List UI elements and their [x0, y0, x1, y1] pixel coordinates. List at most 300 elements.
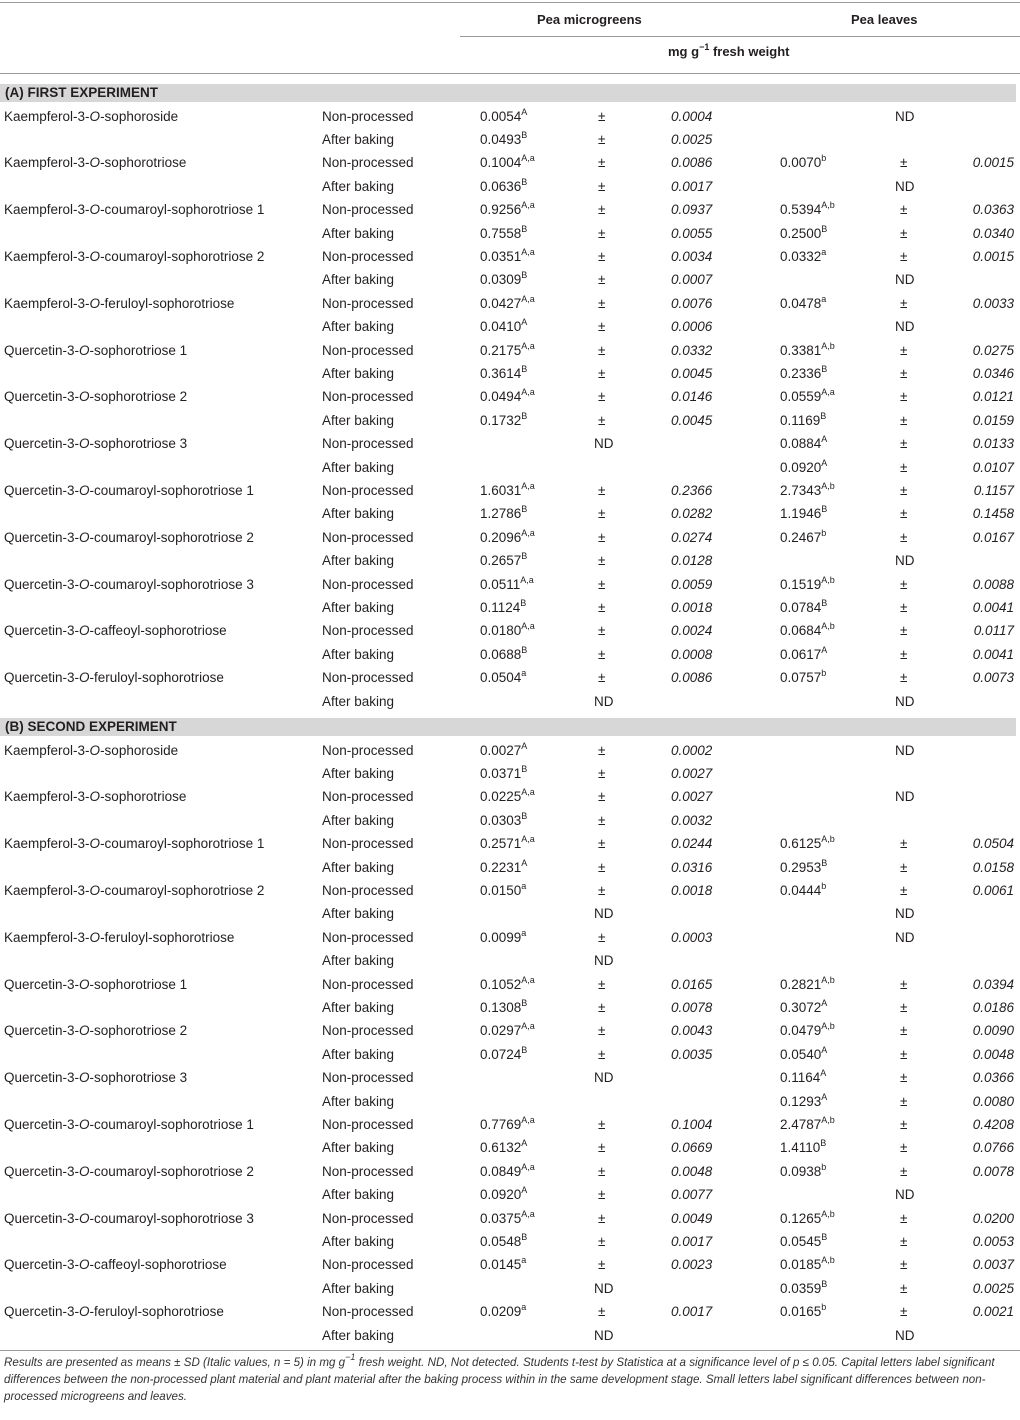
processing-label: After baking — [322, 1093, 395, 1109]
processing-label: Non-processed — [322, 436, 414, 452]
leaves-sd: 0.0080 — [972, 1093, 1014, 1109]
microgreens-significance: A — [521, 857, 528, 868]
leaves-plus-minus: ± — [900, 225, 908, 241]
processing-label: Non-processed — [322, 670, 414, 686]
microgreens-mean-value: 0.1308 — [480, 999, 522, 1015]
microgreens-sd: 0.0007 — [671, 272, 713, 288]
leaves-not-detected: ND — [895, 929, 915, 945]
microgreens-plus-minus: ± — [598, 295, 606, 311]
microgreens-mean — [480, 1136, 527, 1159]
microgreens-mean-value: 0.1124 — [480, 599, 521, 615]
compound-name-o: O — [89, 789, 101, 805]
compound-name-o: O — [89, 882, 101, 898]
leaves-mean-value: 0.0784 — [780, 599, 822, 615]
leaves-significance: B — [821, 363, 828, 374]
compound-name-o: O — [79, 576, 90, 592]
compound-name — [4, 526, 254, 549]
leaves-sd: 0.0159 — [972, 412, 1014, 428]
compound-name-suffix: -sophorotriose 1 — [89, 342, 188, 358]
leaves-sd: 0.4208 — [972, 1116, 1014, 1132]
microgreens-significance: B — [521, 223, 528, 234]
leaves-not-detected: ND — [895, 553, 915, 569]
leaves-mean-value: 0.2500 — [780, 225, 822, 241]
table-row — [0, 268, 1020, 291]
leaves-mean-value: 0.0359 — [780, 1280, 822, 1296]
leaves-sd: 0.0366 — [972, 1070, 1014, 1086]
processing-label: After baking — [322, 1187, 395, 1203]
compound-name-prefix: Quercetin-3- — [4, 670, 80, 686]
compound-name-suffix: -coumaroyl-sophorotriose 1 — [89, 1116, 254, 1132]
leaves-mean — [780, 1066, 826, 1089]
leaves-sd: 0.0107 — [972, 459, 1014, 475]
leaves-mean-value: 0.6125 — [780, 836, 822, 852]
compound-name-suffix: -feruloyl-sophorotriose — [100, 929, 235, 945]
microgreens-sd: 0.0059 — [671, 576, 713, 592]
processing-label: Non-processed — [322, 976, 414, 992]
leaves-mean-value: 0.0559 — [780, 389, 822, 405]
leaves-sd: 0.1458 — [972, 506, 1014, 522]
compound-name-prefix: Kaempferol-3- — [4, 248, 90, 264]
table-row — [0, 502, 1020, 525]
compound-name-prefix: Quercetin-3- — [4, 482, 80, 498]
microgreens-mean — [480, 643, 527, 666]
table-row — [0, 1019, 1020, 1042]
microgreens-plus-minus: ± — [598, 248, 606, 264]
microgreens-plus-minus: ± — [598, 1023, 606, 1039]
compound-name-prefix: Kaempferol-3- — [4, 789, 90, 805]
microgreens-not-detected: ND — [594, 1070, 614, 1086]
leaves-mean — [780, 879, 826, 902]
compound-name-suffix: -sophoroside — [100, 742, 179, 758]
microgreens-significance: A,a — [521, 1208, 535, 1219]
processing-label: Non-processed — [322, 295, 414, 311]
microgreens-significance: a — [521, 927, 527, 938]
compound-name-o: O — [89, 248, 101, 264]
microgreens-sd: 0.0017 — [671, 1233, 713, 1249]
microgreens-sd: 0.0006 — [671, 319, 713, 335]
leaves-plus-minus: ± — [900, 999, 908, 1015]
leaves-mean — [780, 409, 826, 432]
microgreens-plus-minus: ± — [598, 342, 606, 358]
leaves-mean-value: 0.0165 — [780, 1304, 822, 1320]
microgreens-plus-minus: ± — [598, 623, 606, 639]
processing-label: Non-processed — [322, 1210, 414, 1226]
compound-name-o: O — [79, 623, 90, 639]
microgreens-mean — [480, 151, 535, 174]
microgreens-plus-minus: ± — [598, 765, 606, 781]
leaves-significance: A — [821, 457, 828, 468]
microgreens-plus-minus: ± — [598, 1187, 606, 1203]
processing-label: After baking — [322, 506, 395, 522]
microgreens-mean-value: 0.0303 — [480, 812, 522, 828]
microgreens-plus-minus: ± — [598, 929, 606, 945]
table-row — [0, 128, 1020, 151]
leaves-plus-minus: ± — [900, 1116, 908, 1132]
compound-name — [4, 385, 187, 408]
microgreens-mean — [480, 785, 535, 808]
microgreens-plus-minus: ± — [598, 1046, 606, 1062]
microgreens-significance: A,a — [521, 153, 535, 164]
leaves-mean — [780, 1207, 835, 1230]
leaves-significance: B — [821, 504, 828, 515]
processing-label: After baking — [322, 765, 395, 781]
leaves-sd: 0.0090 — [972, 1023, 1014, 1039]
leaves-sd: 0.0033 — [972, 295, 1014, 311]
microgreens-significance: B — [521, 997, 528, 1008]
compound-name-prefix: Quercetin-3- — [4, 976, 80, 992]
compound-name-prefix: Quercetin-3- — [4, 529, 80, 545]
leaves-sd: 0.0048 — [972, 1046, 1014, 1062]
leaves-significance: A,b — [821, 834, 835, 845]
processing-label: After baking — [322, 859, 395, 875]
leaves-sd: 0.0053 — [972, 1233, 1014, 1249]
microgreens-sd: 0.0055 — [671, 225, 713, 241]
leaves-plus-minus: ± — [900, 529, 908, 545]
compound-name-prefix: Quercetin-3- — [4, 1070, 80, 1086]
leaves-plus-minus: ± — [900, 248, 908, 264]
microgreens-mean — [480, 1019, 535, 1042]
leaves-significance: A,b — [821, 1208, 835, 1219]
table-row — [0, 856, 1020, 879]
leaves-sd: 0.0121 — [972, 389, 1014, 405]
processing-label: After baking — [322, 131, 395, 147]
microgreens-mean-value: 1.6031 — [480, 482, 522, 498]
table-row — [0, 973, 1020, 996]
leaves-plus-minus: ± — [900, 202, 908, 218]
microgreens-plus-minus: ± — [598, 1210, 606, 1226]
microgreens-mean — [480, 879, 526, 902]
microgreens-mean-value: 0.0548 — [480, 1233, 522, 1249]
leaves-significance: b — [821, 1302, 827, 1313]
table-top-rule — [0, 2, 1020, 3]
compound-name-suffix: -sophorotriose 3 — [89, 436, 188, 452]
microgreens-plus-minus: ± — [598, 178, 606, 194]
table-row — [0, 809, 1020, 832]
leaves-sd: 0.1157 — [973, 482, 1014, 498]
leaves-mean-value: 0.5394 — [780, 202, 822, 218]
microgreens-plus-minus: ± — [598, 599, 606, 615]
leaves-mean — [780, 1113, 835, 1136]
compound-name-o: O — [79, 1257, 90, 1273]
compound-name — [4, 245, 264, 268]
table-row — [0, 596, 1020, 619]
microgreens-not-detected: ND — [594, 1327, 614, 1343]
microgreens-significance: A — [521, 740, 528, 751]
microgreens-plus-minus: ± — [598, 412, 606, 428]
processing-label: After baking — [322, 599, 395, 615]
leaves-mean-value: 0.0070 — [780, 155, 822, 171]
leaves-sd: 0.0346 — [972, 365, 1014, 381]
leaves-significance: b — [821, 527, 827, 538]
microgreens-mean — [480, 175, 527, 198]
table-row — [0, 456, 1020, 479]
leaves-mean — [780, 502, 827, 525]
compound-name-suffix: -coumaroyl-sophorotriose 1 — [100, 836, 265, 852]
microgreens-mean-value: 0.0511 — [480, 576, 521, 592]
compound-name-prefix: Quercetin-3- — [4, 1023, 80, 1039]
leaves-mean — [780, 198, 835, 221]
compound-name — [4, 151, 186, 174]
leaves-plus-minus: ± — [900, 506, 908, 522]
compound-name — [4, 832, 264, 855]
microgreens-significance: a — [521, 880, 527, 891]
microgreens-mean — [480, 739, 527, 762]
microgreens-mean — [480, 362, 527, 385]
compound-name — [4, 1160, 254, 1183]
leaves-significance: a — [821, 293, 827, 304]
table-row — [0, 785, 1020, 808]
leaves-mean-value: 0.0478 — [780, 295, 822, 311]
compound-name-suffix: -coumaroyl-sophorotriose 2 — [100, 882, 265, 898]
leaves-significance: A — [821, 644, 828, 655]
processing-label: Non-processed — [322, 202, 414, 218]
leaves-plus-minus: ± — [900, 155, 908, 171]
leaves-mean — [780, 479, 835, 502]
microgreens-mean — [480, 1253, 526, 1276]
table-row — [0, 198, 1020, 221]
microgreens-mean-value: 0.0427 — [480, 295, 522, 311]
microgreens-mean-value: 0.7558 — [480, 225, 522, 241]
compound-name-o: O — [79, 529, 90, 545]
header-bottom-rule — [0, 73, 1020, 74]
microgreens-sd: 0.0049 — [671, 1210, 713, 1226]
leaves-mean — [780, 973, 835, 996]
microgreens-plus-minus: ± — [598, 812, 606, 828]
leaves-plus-minus: ± — [900, 1046, 908, 1062]
leaves-significance: B — [820, 410, 827, 421]
leaves-significance: A — [821, 1091, 828, 1102]
microgreens-plus-minus: ± — [598, 976, 606, 992]
microgreens-not-detected: ND — [594, 953, 614, 969]
processing-label: Non-processed — [322, 576, 414, 592]
leaves-mean — [780, 996, 827, 1019]
microgreens-significance: a — [521, 1302, 527, 1313]
compound-name-o: O — [89, 836, 101, 852]
microgreens-sd: 0.0937 — [671, 202, 713, 218]
processing-label: Non-processed — [322, 836, 414, 852]
compound-name — [4, 1300, 224, 1323]
compound-name — [4, 785, 186, 808]
leaves-plus-minus: ± — [900, 836, 908, 852]
microgreens-significance: B — [521, 1044, 528, 1055]
compound-name-suffix: -sophorotriose — [100, 155, 187, 171]
compound-name-prefix: Kaempferol-3- — [4, 108, 90, 124]
leaves-mean — [780, 1090, 827, 1113]
leaves-mean — [780, 526, 826, 549]
leaves-mean-value: 0.2467 — [780, 529, 822, 545]
leaves-mean-value: 0.0185 — [780, 1257, 822, 1273]
microgreens-mean — [480, 1160, 535, 1183]
microgreens-mean — [480, 666, 526, 689]
leaves-significance: A,b — [821, 480, 835, 491]
microgreens-mean — [480, 222, 527, 245]
leaves-mean-value: 0.1293 — [780, 1093, 822, 1109]
table-row — [0, 151, 1020, 174]
footnote-part-1: Results are presented as means ± SD (Italic values, n = 5) in mg g — [4, 1356, 346, 1369]
leaves-mean — [780, 432, 827, 455]
microgreens-mean — [480, 1043, 527, 1066]
compound-name — [4, 1019, 187, 1042]
microgreens-mean-value: 0.0371 — [480, 765, 522, 781]
table-row — [0, 666, 1020, 689]
processing-label: Non-processed — [322, 1116, 414, 1132]
microgreens-significance: A,a — [521, 787, 535, 798]
processing-label: After baking — [322, 1280, 395, 1296]
microgreens-sd: 0.0024 — [671, 623, 713, 639]
leaves-mean-value: 0.0540 — [780, 1046, 822, 1062]
microgreens-mean-value: 0.0849 — [480, 1163, 522, 1179]
compound-name-prefix: Quercetin-3- — [4, 623, 80, 639]
leaves-plus-minus: ± — [900, 976, 908, 992]
compound-name-suffix: -feruloyl-sophorotriose — [100, 295, 235, 311]
processing-label: Non-processed — [322, 389, 414, 405]
microgreens-plus-minus: ± — [598, 553, 606, 569]
leaves-sd: 0.0025 — [972, 1280, 1014, 1296]
microgreens-plus-minus: ± — [598, 789, 606, 805]
processing-label: Non-processed — [322, 789, 414, 805]
compound-name-prefix: Quercetin-3- — [4, 342, 80, 358]
leaves-sd: 0.0078 — [972, 1163, 1014, 1179]
leaves-mean-value: 0.0757 — [780, 670, 822, 686]
table-row — [0, 1207, 1020, 1230]
leaves-plus-minus: ± — [900, 365, 908, 381]
compound-name-prefix: Quercetin-3- — [4, 436, 80, 452]
microgreens-significance: A,a — [521, 621, 535, 632]
leaves-mean — [780, 643, 827, 666]
microgreens-mean — [480, 198, 535, 221]
table-row — [0, 1090, 1020, 1113]
microgreens-mean — [480, 832, 535, 855]
microgreens-sd: 0.0035 — [671, 1046, 713, 1062]
table-row — [0, 902, 1020, 925]
processing-label: Non-processed — [322, 742, 414, 758]
microgreens-sd: 0.0045 — [671, 412, 713, 428]
processing-label: After baking — [322, 693, 395, 709]
processing-label: Non-processed — [322, 342, 414, 358]
leaves-sd: 0.0088 — [972, 576, 1014, 592]
table-row — [0, 1136, 1020, 1159]
compound-name-suffix: -sophoroside — [100, 108, 179, 124]
leaves-mean-value: 0.0920 — [780, 459, 822, 475]
leaves-not-detected: ND — [895, 1187, 915, 1203]
leaves-mean-value: 0.1265 — [780, 1210, 822, 1226]
table-row — [0, 105, 1020, 128]
leaves-not-detected: ND — [895, 272, 915, 288]
section-header: (A) FIRST EXPERIMENT — [0, 84, 1016, 102]
microgreens-plus-minus: ± — [598, 576, 606, 592]
leaves-not-detected: ND — [895, 178, 915, 194]
leaves-sd: 0.0275 — [972, 342, 1014, 358]
microgreens-plus-minus: ± — [598, 882, 606, 898]
microgreens-mean-value: 0.2096 — [480, 529, 522, 545]
microgreens-mean — [480, 1183, 527, 1206]
leaves-not-detected: ND — [895, 319, 915, 335]
microgreens-mean-value: 0.2571 — [480, 836, 522, 852]
processing-label: Non-processed — [322, 882, 414, 898]
microgreens-significance: A,a — [521, 1161, 535, 1172]
microgreens-mean — [480, 245, 535, 268]
leaves-mean — [780, 245, 826, 268]
compound-name — [4, 432, 187, 455]
microgreens-significance: B — [521, 410, 528, 421]
leaves-mean — [780, 385, 835, 408]
table-row — [0, 1324, 1020, 1347]
compound-name-prefix: Quercetin-3- — [4, 1116, 80, 1132]
table-row — [0, 1300, 1020, 1323]
microgreens-mean-value: 1.2786 — [480, 506, 522, 522]
microgreens-sd: 0.0032 — [671, 812, 713, 828]
compound-name-o: O — [79, 1304, 90, 1320]
microgreens-sd: 0.0146 — [671, 389, 713, 405]
leaves-mean-value: 2.7343 — [780, 482, 822, 498]
leaves-plus-minus: ± — [900, 859, 908, 875]
processing-label: Non-processed — [322, 1257, 414, 1273]
processing-label: After baking — [322, 365, 395, 381]
microgreens-significance: B — [521, 129, 528, 140]
microgreens-significance: B — [521, 270, 528, 281]
section-header: (B) SECOND EXPERIMENT — [0, 718, 1016, 736]
leaves-mean-value: 0.0617 — [780, 646, 822, 662]
microgreens-mean-value: 0.0027 — [480, 742, 522, 758]
leaves-plus-minus: ± — [900, 1233, 908, 1249]
compound-name-prefix: Kaempferol-3- — [4, 742, 90, 758]
microgreens-mean — [480, 502, 527, 525]
microgreens-plus-minus: ± — [598, 859, 606, 875]
microgreens-plus-minus: ± — [598, 365, 606, 381]
microgreens-sd: 0.0025 — [671, 131, 713, 147]
table-row — [0, 879, 1020, 902]
leaves-plus-minus: ± — [900, 1163, 908, 1179]
processing-label: After baking — [322, 999, 395, 1015]
microgreens-mean-value: 0.0920 — [480, 1187, 522, 1203]
leaves-plus-minus: ± — [900, 412, 908, 428]
microgreens-mean-value: 0.0724 — [480, 1046, 522, 1062]
microgreens-sd: 0.0017 — [671, 178, 713, 194]
compound-name-o: O — [89, 295, 101, 311]
compound-name-suffix: -caffeoyl-sophorotriose — [89, 623, 227, 639]
table-footnote — [4, 1354, 1014, 1405]
microgreens-plus-minus: ± — [598, 225, 606, 241]
microgreens-plus-minus: ± — [598, 529, 606, 545]
processing-label: After baking — [322, 178, 395, 194]
compound-name-prefix: Kaempferol-3- — [4, 295, 90, 311]
microgreens-sd: 0.0077 — [671, 1187, 713, 1203]
leaves-significance: A,b — [821, 200, 835, 211]
microgreens-plus-minus: ± — [598, 108, 606, 124]
microgreens-plus-minus: ± — [598, 1116, 606, 1132]
processing-label: Non-processed — [322, 108, 414, 124]
compound-name — [4, 1066, 187, 1089]
processing-label: After baking — [322, 1140, 395, 1156]
table-row — [0, 292, 1020, 315]
compound-name — [4, 1207, 254, 1230]
microgreens-plus-minus: ± — [598, 155, 606, 171]
microgreens-mean-value: 0.0099 — [480, 929, 522, 945]
leaves-mean-value: 0.1519 — [780, 576, 822, 592]
leaves-mean-value: 2.4787 — [780, 1116, 822, 1132]
leaves-mean — [780, 456, 827, 479]
microgreens-sd: 0.0086 — [671, 155, 713, 171]
processing-label: After baking — [322, 906, 395, 922]
leaves-mean — [780, 1300, 826, 1323]
compound-name-suffix: -sophorotriose 3 — [89, 1070, 188, 1086]
compound-name — [4, 973, 187, 996]
compound-name-suffix: -coumaroyl-sophorotriose 2 — [89, 1163, 254, 1179]
leaves-not-detected: ND — [895, 742, 915, 758]
table-row — [0, 762, 1020, 785]
table-row — [0, 549, 1020, 572]
compound-name-prefix: Quercetin-3- — [4, 1163, 80, 1179]
